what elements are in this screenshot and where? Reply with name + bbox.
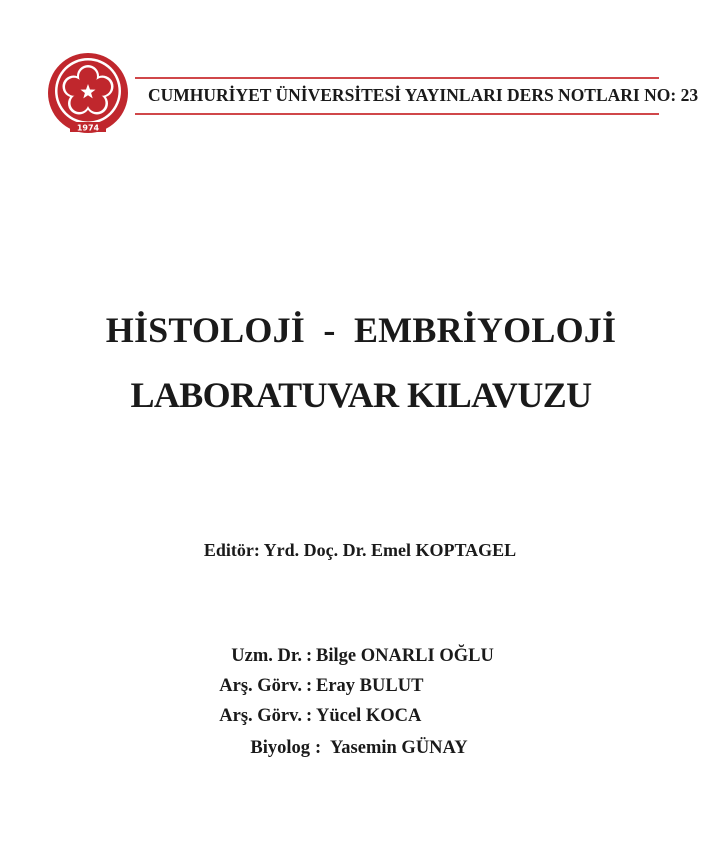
contributor-row bbox=[0, 738, 714, 764]
contributor-name: Eray BULUT bbox=[316, 676, 424, 696]
book-title-line-1: HİSTOLOJİ - EMBRİYOLOJİ bbox=[105, 310, 617, 350]
contributor-name: Yasemin GÜNAY bbox=[330, 738, 468, 758]
book-title-line-2: LABORATUVAR KILAVUZU bbox=[130, 375, 592, 415]
contributor-role: Uzm. Dr. bbox=[231, 646, 302, 666]
header-rule-top bbox=[135, 77, 659, 79]
contributor-name: Bilge ONARLI OĞLU bbox=[316, 646, 494, 666]
contributor-separator: : bbox=[306, 676, 313, 696]
contributor-row bbox=[0, 646, 714, 672]
contributor-name: Yücel KOCA bbox=[316, 706, 422, 726]
logo-year: 1974 bbox=[76, 123, 100, 133]
contributor-row bbox=[0, 706, 714, 732]
contributor-separator: : bbox=[315, 738, 322, 758]
contributor-separator: : bbox=[306, 706, 313, 726]
series-title: CUMHURİYET ÜNİVERSİTESİ YAYINLARI DERS NOTLARI NO: 23 bbox=[148, 85, 699, 105]
university-emblem-icon bbox=[46, 51, 130, 135]
contributor-role: Biyolog bbox=[250, 738, 310, 758]
editor-credit: Editör: Yrd. Doç. Dr. Emel KOPTAGEL bbox=[203, 540, 517, 560]
header-rule-bottom bbox=[135, 113, 659, 115]
contributor-role: Arş. Görv. bbox=[219, 706, 302, 726]
contributor-separator: : bbox=[306, 646, 313, 666]
contributor-row bbox=[0, 676, 714, 702]
university-logo bbox=[46, 51, 130, 135]
contributor-role: Arş. Görv. bbox=[219, 676, 302, 696]
